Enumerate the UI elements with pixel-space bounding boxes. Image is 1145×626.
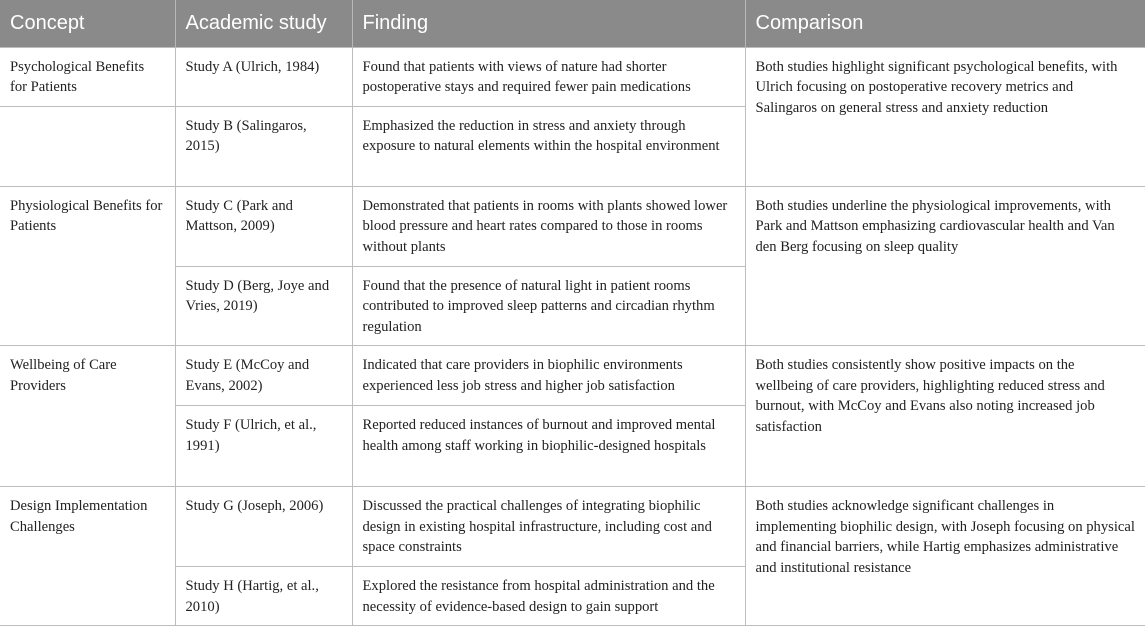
study-cell: Study A (Ulrich, 1984) xyxy=(175,47,352,106)
comparison-cell-physiological: Both studies underline the physiological improvements, with Park and Mattson emphasizing cardiovascular health and Van den Berg focusing on sleep quality xyxy=(745,186,1145,346)
finding-cell: Discussed the practical challenges of integrating biophilic design in existing hospital infrastructure, including cost and space constraints xyxy=(352,487,745,567)
header-finding: Finding xyxy=(352,0,745,47)
finding-cell: Found that patients with views of nature had shorter postoperative stays and required fewer pain medications xyxy=(352,47,745,106)
study-cell: Study F (Ulrich, et al., 1991) xyxy=(175,406,352,487)
header-concept: Concept xyxy=(0,0,175,47)
table-row xyxy=(0,346,1145,406)
study-cell: Study C (Park and Mattson, 2009) xyxy=(175,186,352,266)
concept-cell-design: Design Implementation Challenges xyxy=(0,487,175,626)
comparison-cell-psychological: Both studies highlight significant psychological benefits, with Ulrich focusing on postoperative recovery metrics and Salingaros on general stress and anxiety reduction xyxy=(745,47,1145,186)
table-body xyxy=(0,47,1145,626)
finding-cell: Emphasized the reduction in stress and anxiety through exposure to natural elements within the hospital environment xyxy=(352,106,745,186)
finding-cell: Indicated that care providers in biophilic environments experienced less job stress and higher job satisfaction xyxy=(352,346,745,406)
header-row xyxy=(0,0,1145,47)
finding-cell: Found that the presence of natural light in patient rooms contributed to improved sleep patterns and circadian rhythm regulation xyxy=(352,266,745,346)
concept-cell-empty xyxy=(0,106,175,186)
comparison-cell-wellbeing: Both studies consistently show positive impacts on the wellbeing of care providers, highlighting reduced stress and burnout, with McCoy and Evans also noting increased job satisfaction xyxy=(745,346,1145,487)
study-cell: Study E (McCoy and Evans, 2002) xyxy=(175,346,352,406)
study-cell: Study B (Salingaros, 2015) xyxy=(175,106,352,186)
study-cell: Study G (Joseph, 2006) xyxy=(175,487,352,567)
finding-cell: Reported reduced instances of burnout and improved mental health among staff working in biophilic-designed hospitals xyxy=(352,406,745,487)
finding-cell: Demonstrated that patients in rooms with plants showed lower blood pressure and heart rates compared to those in rooms without plants xyxy=(352,186,745,266)
header-academic-study: Academic study xyxy=(175,0,352,47)
concept-cell-wellbeing: Wellbeing of Care Providers xyxy=(0,346,175,487)
study-cell: Study H (Hartig, et al., 2010) xyxy=(175,567,352,626)
concept-cell-physiological: Physiological Benefits for Patients xyxy=(0,186,175,346)
header-comparison: Comparison xyxy=(745,0,1145,47)
comparison-cell-design: Both studies acknowledge significant challenges in implementing biophilic design, with Joseph focusing on physical and financial barriers, while Hartig emphasizes administrative and institutional resistance xyxy=(745,487,1145,626)
concept-cell-psychological: Psychological Benefits for Patients xyxy=(0,47,175,106)
table-row xyxy=(0,186,1145,266)
finding-cell: Explored the resistance from hospital administration and the necessity of evidence-based design to gain support xyxy=(352,567,745,626)
study-cell: Study D (Berg, Joye and Vries, 2019) xyxy=(175,266,352,346)
table-row xyxy=(0,47,1145,106)
table-row xyxy=(0,487,1145,567)
table-header xyxy=(0,0,1145,47)
